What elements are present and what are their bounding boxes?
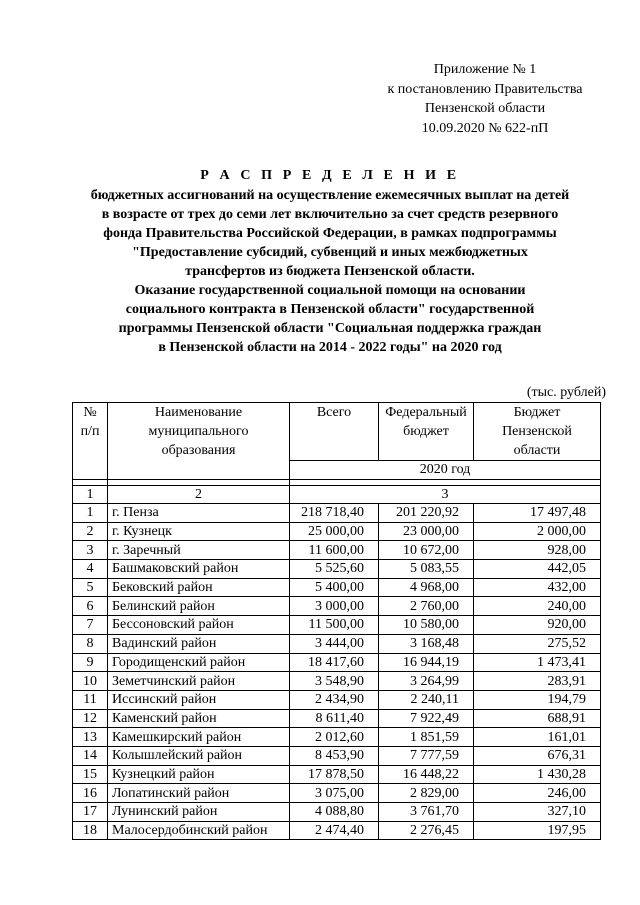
table-row <box>73 634 601 653</box>
annex-block <box>360 60 610 138</box>
municipality-name: г. Кузнецк <box>108 522 290 541</box>
document-title <box>40 166 620 357</box>
row-number: 6 <box>73 597 108 616</box>
row-number: 14 <box>73 746 108 765</box>
row-number: 11 <box>73 690 108 709</box>
header-name-line-1: Наименование <box>154 405 243 420</box>
municipality-name: Иссинский район <box>108 690 290 709</box>
municipality-name: Земетчинский район <box>108 672 290 691</box>
row-number: 7 <box>73 616 108 635</box>
regional-value: 283,91 <box>474 672 601 691</box>
row-number: 18 <box>73 821 108 840</box>
table-row <box>73 541 601 560</box>
table-row <box>73 672 601 691</box>
title-heading: Р А С П Р Е Д Е Л Е Н И Е <box>200 168 460 183</box>
federal-value: 2 276,45 <box>379 821 474 840</box>
header-number-line-2: п/п <box>80 424 100 439</box>
header-federal-line-2: бюджет <box>403 424 449 439</box>
federal-value: 201 220,92 <box>379 504 474 523</box>
title-line: фонда Правительства Российской Федерации, в рамках подпрограммы <box>103 226 557 241</box>
row-number: 9 <box>73 653 108 672</box>
table-row <box>73 504 601 523</box>
federal-value: 10 672,00 <box>379 541 474 560</box>
row-number: 5 <box>73 578 108 597</box>
total-value: 2 012,60 <box>290 728 379 747</box>
title-line: Оказание государственной социальной помощи на основании <box>134 283 526 298</box>
federal-value: 10 580,00 <box>379 616 474 635</box>
total-value: 218 718,40 <box>290 504 379 523</box>
total-value: 5 400,00 <box>290 578 379 597</box>
federal-value: 23 000,00 <box>379 522 474 541</box>
annex-line-4: 10.09.2020 № 622-пП <box>421 120 549 136</box>
table-body <box>73 504 601 840</box>
regional-value: 275,52 <box>474 634 601 653</box>
regional-value: 327,10 <box>474 803 601 822</box>
row-number: 16 <box>73 784 108 803</box>
total-value: 3 548,90 <box>290 672 379 691</box>
federal-value: 2 829,00 <box>379 784 474 803</box>
title-line: в Пензенской области на 2014 - 2022 годы" на 2020 год <box>158 340 502 355</box>
total-value: 2 434,90 <box>290 690 379 709</box>
header-regional-line-2: Пензенской <box>502 424 572 439</box>
header-name-line-2: муниципального <box>148 424 249 439</box>
table-row <box>73 522 601 541</box>
column-index-3: 3 <box>290 486 601 504</box>
header-regional-line-3: области <box>513 443 561 458</box>
table-row <box>73 746 601 765</box>
row-number: 3 <box>73 541 108 560</box>
header-name <box>108 403 290 480</box>
table-row <box>73 597 601 616</box>
regional-value: 688,91 <box>474 709 601 728</box>
federal-value: 3 761,70 <box>379 803 474 822</box>
federal-value: 1 851,59 <box>379 728 474 747</box>
row-number: 2 <box>73 522 108 541</box>
regional-value: 442,05 <box>474 560 601 579</box>
header-total <box>290 403 379 461</box>
column-index-2: 2 <box>108 486 290 504</box>
title-line: программы Пензенской области "Социальная поддержка граждан <box>118 321 542 336</box>
federal-value: 7 922,49 <box>379 709 474 728</box>
allocation-table <box>72 402 601 840</box>
regional-value: 928,00 <box>474 541 601 560</box>
regional-value: 1 473,41 <box>474 653 601 672</box>
municipality-name: Кузнецкий район <box>108 765 290 784</box>
municipality-name: Башмаковский район <box>108 560 290 579</box>
federal-value: 16 448,22 <box>379 765 474 784</box>
table-row <box>73 784 601 803</box>
title-line: "Предоставление субсидий, субвенций и иных межбюджетных <box>132 245 528 260</box>
regional-value: 17 497,48 <box>474 504 601 523</box>
total-value: 18 417,60 <box>290 653 379 672</box>
row-number: 4 <box>73 560 108 579</box>
row-number: 1 <box>73 504 108 523</box>
federal-value: 7 777,59 <box>379 746 474 765</box>
federal-value: 5 083,55 <box>379 560 474 579</box>
federal-value: 2 240,11 <box>379 690 474 709</box>
header-year: 2020 год <box>290 461 601 480</box>
municipality-name: г. Пенза <box>108 504 290 523</box>
municipality-name: Малосердобинский район <box>108 821 290 840</box>
column-index-row <box>73 486 601 504</box>
title-line: в возрасте от трех до семи лет включительно за счет средств резервного <box>101 207 559 222</box>
header-row <box>73 403 601 461</box>
title-line: социального контракта в Пензенской области" государственной <box>125 302 535 317</box>
units-label: (тыс. рублей) <box>526 385 606 400</box>
regional-value: 920,00 <box>474 616 601 635</box>
regional-value: 1 430,28 <box>474 765 601 784</box>
total-value: 17 878,50 <box>290 765 379 784</box>
header-regional-line-1: Бюджет <box>513 405 561 420</box>
row-number: 13 <box>73 728 108 747</box>
total-value: 11 500,00 <box>290 616 379 635</box>
header-number <box>73 403 108 480</box>
total-value: 4 088,80 <box>290 803 379 822</box>
total-value: 3 444,00 <box>290 634 379 653</box>
municipality-name: Белинский район <box>108 597 290 616</box>
regional-value: 194,79 <box>474 690 601 709</box>
total-value: 8 611,40 <box>290 709 379 728</box>
title-line: трансфертов из бюджета Пензенской области. <box>185 264 475 279</box>
total-value: 3 075,00 <box>290 784 379 803</box>
annex-line-1: Приложение № 1 <box>433 62 537 77</box>
title-line: бюджетных ассигнований на осуществление ежемесячных выплат на детей <box>90 188 570 203</box>
header-regional <box>474 403 601 461</box>
header-number-line-1: № <box>83 405 97 420</box>
table-row <box>73 690 601 709</box>
total-value: 2 474,40 <box>290 821 379 840</box>
table-row <box>73 821 601 840</box>
municipality-name: Бессоновский район <box>108 616 290 635</box>
table-row <box>73 578 601 597</box>
total-value: 8 453,90 <box>290 746 379 765</box>
regional-value: 246,00 <box>474 784 601 803</box>
regional-value: 161,01 <box>474 728 601 747</box>
table-row <box>73 803 601 822</box>
column-index-1: 1 <box>73 486 108 504</box>
header-total-text: Всего <box>316 405 352 420</box>
municipality-name: Колышлейский район <box>108 746 290 765</box>
title-body <box>40 186 620 357</box>
annex-line-2: к постановлению Правительства <box>387 81 583 97</box>
row-number: 12 <box>73 709 108 728</box>
federal-value: 4 968,00 <box>379 578 474 597</box>
federal-value: 16 944,19 <box>379 653 474 672</box>
header-federal-line-1: Федеральный <box>385 405 467 420</box>
municipality-name: Бековский район <box>108 578 290 597</box>
header-name-line-3: образования <box>161 443 236 458</box>
total-value: 5 525,60 <box>290 560 379 579</box>
row-number: 15 <box>73 765 108 784</box>
regional-value: 676,31 <box>474 746 601 765</box>
table-row <box>73 560 601 579</box>
row-number: 10 <box>73 672 108 691</box>
table-row <box>73 709 601 728</box>
municipality-name: Каменский район <box>108 709 290 728</box>
row-number: 8 <box>73 634 108 653</box>
annex-line-3: Пензенской области <box>424 101 546 116</box>
municipality-name: г. Заречный <box>108 541 290 560</box>
total-value: 11 600,00 <box>290 541 379 560</box>
municipality-name: Вадинский район <box>108 634 290 653</box>
regional-value: 432,00 <box>474 578 601 597</box>
table-row <box>73 765 601 784</box>
federal-value: 2 760,00 <box>379 597 474 616</box>
total-value: 3 000,00 <box>290 597 379 616</box>
table-row <box>73 728 601 747</box>
regional-value: 197,95 <box>474 821 601 840</box>
municipality-name: Лопатинский район <box>108 784 290 803</box>
table-row <box>73 653 601 672</box>
total-value: 25 000,00 <box>290 522 379 541</box>
federal-value: 3 168,48 <box>379 634 474 653</box>
regional-value: 2 000,00 <box>474 522 601 541</box>
federal-value: 3 264,99 <box>379 672 474 691</box>
header-federal <box>379 403 474 461</box>
table-row <box>73 616 601 635</box>
row-number: 17 <box>73 803 108 822</box>
regional-value: 240,00 <box>474 597 601 616</box>
municipality-name: Городищенский район <box>108 653 290 672</box>
municipality-name: Лунинский район <box>108 803 290 822</box>
municipality-name: Камешкирский район <box>108 728 290 747</box>
